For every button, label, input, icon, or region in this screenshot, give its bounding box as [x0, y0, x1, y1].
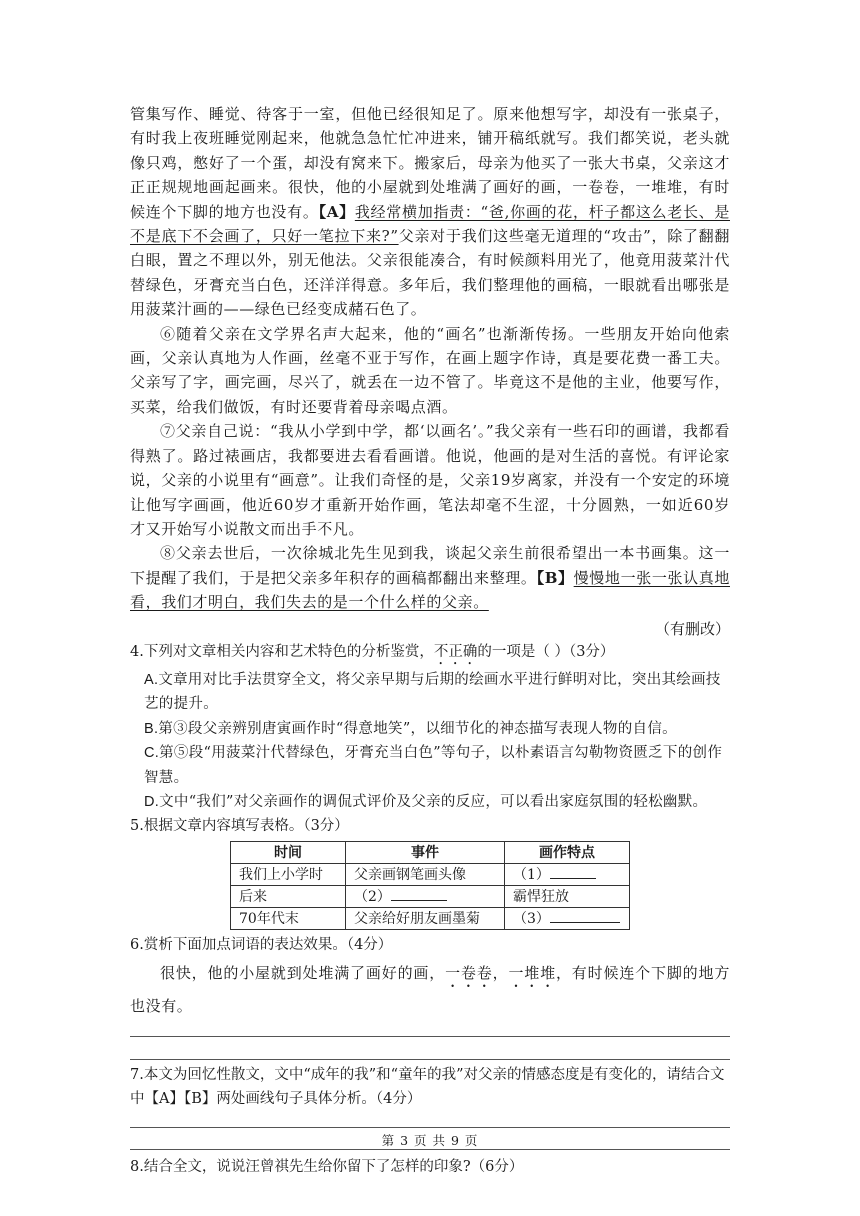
- question-4-stem: [130, 641, 730, 668]
- source-note: （有删改）: [654, 619, 730, 638]
- q6-quote-a: 很快，他的小屋就到处堆满了画好的画，: [160, 963, 446, 982]
- answer-blank[interactable]: [550, 908, 620, 923]
- blank-number: （1）: [513, 867, 550, 884]
- passage-text: 管集写作、睡觉、待客于一室，但他已经很知足了。原来他想写字，却没有一张桌子，有时我上夜班睡觉刚起来，他就急急忙忙冲进来，铺开稿纸就写。我们都笑说，老头就像只鸡，憋好了一个蛋，却没有窝来下。搬家后，母亲为他买了一张大书桌，父亲这才正正规规地画起画来。很快，他的小屋就到处堆满了画好的画，一卷卷，一堆堆，有时候连个下脚的地方也没有。: [130, 105, 730, 221]
- table-header-feature: 画作特点: [505, 841, 630, 863]
- question-4-option-c: [130, 741, 730, 790]
- q6-comma: ，: [492, 963, 509, 982]
- underlined-sentence-a: 我经常横加指责：“爸,你画的花，杆子都这么老长、是不是底下不会画了，只好一笔拉下来?”: [130, 202, 730, 246]
- question-5-stem: 5.根据文章内容填写表格。（3分）: [130, 817, 349, 834]
- table-cell: 70年代末: [231, 907, 346, 929]
- option-label: D.: [144, 794, 160, 811]
- table-cell-answer[interactable]: [505, 907, 630, 929]
- answer-line[interactable]: [130, 1036, 730, 1037]
- passage-paragraph-5-continued: [130, 102, 730, 322]
- q6-quote-b: ，有时候连个下脚的地方也没有。: [130, 963, 730, 1015]
- marker-a: 【A】: [318, 202, 355, 221]
- passage-paragraph-7: ⑦父亲自己说：“我从小学到中学，都‘以画名’。”我父亲有一些石印的画谱，我都看得熟了。路过裱画店，我都要进去看看画谱。他说，他画的是对生活的喜悦。有评论家说，父亲的小说里有“画意”。让我们奇怪的是，父亲19岁离家，并没有一个安定的环境让他写字画画，他近60岁才重新开始作画，笔法却毫不生涩，十分圆熟，一如近60岁才又开始写小说散文而出手不凡。: [130, 422, 730, 538]
- answer-blank[interactable]: [391, 886, 447, 901]
- table-row: [231, 863, 630, 885]
- answer-line[interactable]: [130, 1059, 730, 1060]
- page-footer: 第 3 页 共 9 页: [381, 1133, 479, 1148]
- option-text: 文中“我们”对父亲画作的调侃式评价及父亲的反应，可以看出家庭氛围的轻松幽默。: [159, 794, 708, 811]
- question-6-quote: [130, 958, 730, 1022]
- table-cell-answer[interactable]: [346, 885, 505, 907]
- underlined-sentence-b: 慢慢地一张一张认真地看，我们才明白，我们失去的是一个什么样的父亲。: [130, 568, 730, 612]
- table-cell: 我们上小学时: [231, 863, 346, 885]
- table-cell: 霸悍狂放: [505, 885, 630, 907]
- question-4-option-b: [130, 717, 730, 742]
- table-cell: 后来: [231, 885, 346, 907]
- table-header-time: 时间: [231, 841, 346, 863]
- passage-text-2: 父亲对于我们这些毫无道理的“攻击”，除了翻翻白眼，置之不理以外，别无他法。父亲很能凑合，有时候颜料用光了，他竟用菠菜汁代替绿色，牙膏充当白色，还洋洋得意。多年后，我们整理他的画稿，一眼就看出哪张是用菠菜汁画的——绿色已经变成赭石色了。: [130, 227, 730, 319]
- table-cell: 父亲画钢笔画头像: [346, 863, 505, 885]
- blank-number: （2）: [354, 889, 391, 906]
- table-row: [231, 885, 630, 907]
- option-text: 第⑤段“用菠菜汁代替绿色，牙膏充当白色”等句子，以朴素语言勾勒物资匮乏下的创作智慧。: [144, 745, 723, 786]
- q4-stem-post: 的一项是（ ）（3分）: [477, 643, 615, 660]
- answer-line[interactable]: [130, 1127, 730, 1128]
- question-7-stem: 7.本文为回忆性散文，文中“成年的我”和“童年的我”对父亲的情感态度是有变化的，请结合文中【A】【B】两处画线句子具体分析。（4分）: [130, 1066, 725, 1107]
- table-cell-answer[interactable]: [505, 863, 630, 885]
- table-header-row: [231, 841, 630, 863]
- q6-dotted-word-1: 一卷卷: [445, 963, 493, 982]
- question-5-table: [230, 841, 630, 930]
- answer-blank[interactable]: [550, 864, 596, 879]
- q4-dotted-word: 不正确: [433, 643, 478, 660]
- question-8-stem: 8.结合全文，说说汪曾祺先生给你留下了怎样的印象?（6分）: [130, 1158, 524, 1175]
- option-text: 第③段父亲辨别唐寅画作时“得意地笑”，以细节化的神态描写表现人物的自信。: [158, 720, 677, 737]
- blank-number: （3）: [513, 911, 550, 928]
- table-cell: 父亲给好朋友画墨菊: [346, 907, 505, 929]
- passage-paragraph-6: ⑥随着父亲在文学界名声大起来，他的“画名”也渐渐传扬。一些朋友开始向他索画，父亲认真地为人作画，丝毫不亚于写作，在画上题字作诗，真是要花费一番工夫。父亲写了字，画完画，尽兴了，就丢在一边不管了。毕竟这不是他的主业，他要写作，买菜，给我们做饭，有时还要背着母亲喝点酒。: [130, 324, 730, 416]
- question-6-stem: 6.赏析下面加点词语的表达效果。（4分）: [130, 936, 393, 953]
- page-content: [130, 102, 730, 1178]
- question-4-option-a: [130, 668, 730, 717]
- question-4-option-d: [130, 790, 730, 815]
- paragraph-8-text: ⑧父亲去世后，一次徐城北先生见到我，谈起父亲生前很希望出一本书画集。这一下提醒了我们，于是把父亲多年积存的画稿都翻出来整理。: [130, 544, 730, 587]
- option-label: C.: [144, 745, 160, 762]
- table-header-event: 事件: [346, 841, 505, 863]
- option-label: B.: [144, 720, 159, 737]
- table-row: [231, 907, 630, 929]
- q4-stem-pre: 4.下列对文章相关内容和艺术特色的分析鉴赏，: [130, 643, 434, 660]
- marker-b: 【B】: [536, 568, 574, 587]
- option-label: A.: [144, 671, 159, 688]
- passage-paragraph-8: [130, 541, 730, 614]
- q6-dotted-word-2: 一堆堆: [508, 963, 556, 982]
- option-text: 文章用对比手法贯穿全文，将父亲早期与后期的绘画水平进行鲜明对比，突出其绘画技艺的提升。: [144, 671, 721, 713]
